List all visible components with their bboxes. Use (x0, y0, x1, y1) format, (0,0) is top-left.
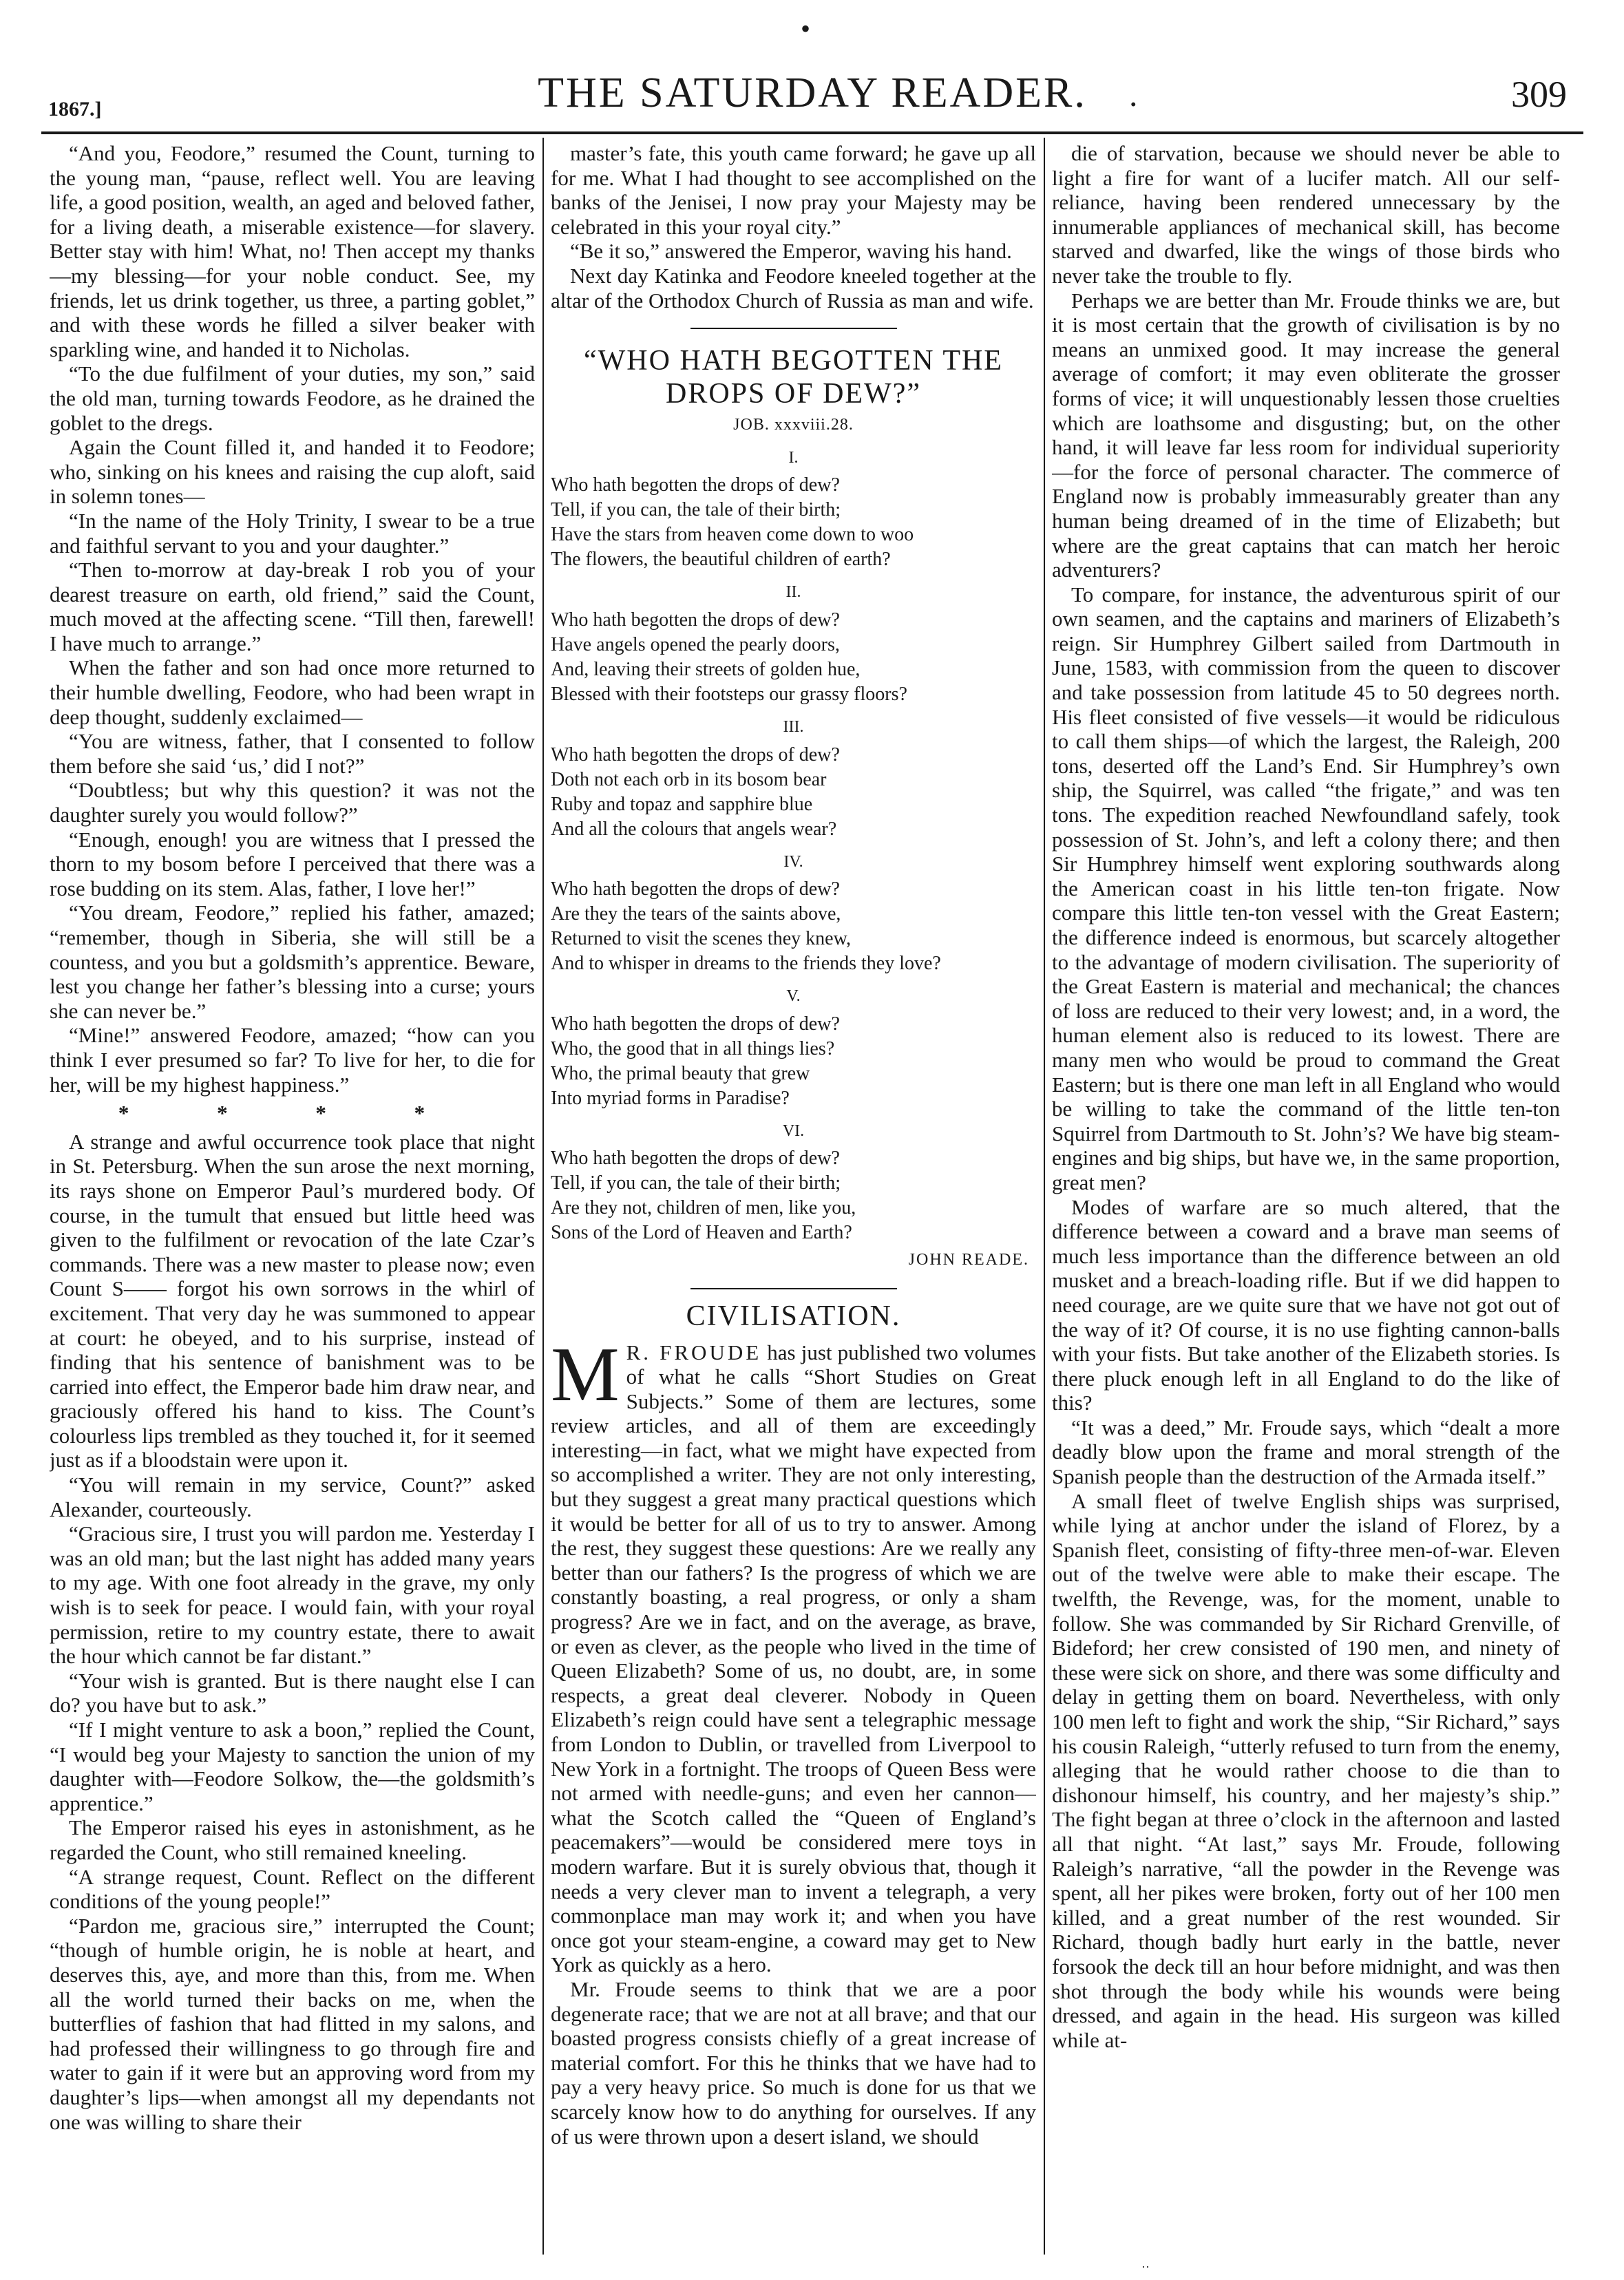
poem-line: Who hath begotten the drops of dew? (551, 878, 840, 900)
paragraph: “Enough, enough! you are witness that I pressed the thorn to my bosom before I perceived that there was a rose budding on its stem. Alas, father, I love her!” (50, 827, 535, 900)
paragraph: Again the Count filled it, and handed it to Feodore; who, sinking on his knees and raising the cup aloft, said in solemn tones— (50, 435, 535, 509)
paragraph: “Be it so,” answered the Emperor, waving his hand. (570, 239, 1012, 264)
header-dot: . (1129, 75, 1138, 114)
page-header (41, 66, 1583, 134)
paragraph: master’s fate, this youth came forward; he gave up all for me. What I had thought to see accomplished on the banks of the Jenisei, I now pray your Majesty may be celebrated in this your royal city.” (551, 141, 1036, 239)
stanza-number: V. (786, 987, 801, 1006)
paragraph: The Emperor raised his eyes in astonishment, as he regarded the Count, who still remained kneeling. (50, 1815, 535, 1864)
opening-words: R. FROUDE (626, 1340, 762, 1364)
paragraph: A small fleet of twelve English ships was surprised, while lying at anchor under the island of Florez, by a Spanish fleet, consisting of fifty-three men-of-war. Eleven out of the twelve were able to make their escape. The twelfth, the Revenge, was, for the moment, unable to follow. She was commanded by Sir Richard Grenville, of Bideford; her crew consisted of 190 men, and ninety of these were sick on shore, and there was some difficulty and delay in getting them on board. Nevertheless, with only 100 men left to fight and work the ship, “Sir Richard,” says his cousin Raleigh, “utterly refused to turn from the enemy, alleging that he would rather choose to die than to dishonour himself, his country, and her majesty’s ship.” The fight began at three o’clock in the afternoon and lasted all that night. “At last,” says Mr. Froude, following Raleigh’s narrative, “all the powder in the Revenge was spent, all her pikes were broken, forty out of her 100 men killed, and a great number of the rest wounded. Sir Richard, though badly hurt early in the battle, never forsook the deck till an hour before midnight, and was then shot through the body while his wounds were being dressed, and again in the head. His surgeon was killed while at- (1052, 1488, 1560, 2052)
paragraph: To compare, for instance, the adventurous spirit of our own seamen, and the captains and mariners of Elizabeth’s reign. Sir Humphrey Gilbert sailed from Dartmouth in June, 1583, with commission from the queen to discover and take possession from latitude 45 to 50 degrees north. His fleet consisted of five vessels—it would be ridiculous to call them ships—of which the largest, the Raleigh, 200 tons, deserted off the Land’s End. Sir Humphrey’s own ship, the Squirrel, was called “the frigate,” and was ten tons. The expedition reached Newfoundland safely, took possession of St. John’s, and left a colony there; and then Sir Humphrey himself went exploring southwards along the American coast in his little ten-ton frigate. Now compare this little ten-ton vessel with the Great Eastern; the difference indeed is enormous, but scarcely altogether to the advantage of modern civilisation. The superiority of the Great Eastern is material and mechanical; the chances of loss are reduced to their very lowest; and, in a word, the human element also is reduced to its lowest. There are many men who would be proud to command the Great Eastern; but is there one man left in all England who would be willing to take the command of the little ten-ton Squirrel from Dartmouth to St. John’s? We have big steam-engines and big ships, but have we, in the same proportion, great men? (1052, 582, 1560, 1194)
poem-line: Doth not each orb in its bosom bear (551, 768, 827, 790)
poem-author: JOHN READE. (908, 1251, 1029, 1269)
poem-line: Who, the good that in all things lies? (551, 1037, 835, 1059)
article-paragraphs (551, 1977, 1036, 2149)
stanza-number: I. (788, 448, 799, 467)
paragraph: “You are witness, father, that I consented to follow them before she said ‘us,’ did I not?” (50, 729, 535, 778)
paragraph: “Mine!” answered Feodore, amazed; “how can you think I ever presumed so far? To live for her, to die for her, will be my highest happiness.” (50, 1023, 535, 1097)
paragraph: When the father and son had once more returned to their humble dwelling, Feodore, who had been wrapt in deep thought, suddenly exclaimed— (50, 655, 535, 729)
poem-line: The flowers, the beautiful children of earth? (551, 549, 891, 571)
poem-line: Who hath begotten the drops of dew? (551, 609, 840, 631)
column-rule (1044, 138, 1045, 2255)
stanza-number: IV. (783, 852, 803, 871)
poem-line: And, leaving their streets of golden hue, (551, 658, 861, 680)
paragraph: die of starvation, because we should never be able to light a fire for want of a lucifer match. All our self-reliance, having been rendered unnecessary by the innumerable appliances of mechanical skill, has become starved and dwarfed, like the wings of those birds who never take the trouble to fly. (1052, 141, 1560, 288)
column-middle (551, 141, 1036, 2255)
paragraph: “Gracious sire, I trust you will pardon me. Yesterday I was an old man; but the last night has added many years to my age. With one foot already in the grave, my only wish is to seek for peace. I would fain, with your royal permission, retire to my country estate, there to await the hour which cannot be far distant.” (50, 1521, 535, 1669)
separator-rule (690, 1288, 897, 1289)
poem-scripture-reference: JOB. xxxviii.28. (733, 416, 854, 434)
paragraph: “Your wish is granted. But is there naught else I can do? you have but to ask.” (50, 1668, 535, 1718)
poem-body (551, 446, 1036, 1246)
top-mark: • (801, 13, 811, 44)
poem-line: Who hath begotten the drops of dew? (551, 474, 840, 496)
issue-year: 1867.] (48, 98, 102, 120)
separator-rule (690, 328, 897, 329)
page-number: 309 (1511, 74, 1567, 115)
poem-line: And to whisper in dreams to the friends they love? (551, 953, 941, 975)
paragraph: Mr. Froude seems to think that we are a poor degenerate race; that we are not at all brave; and that our boasted progress consists chiefly of a great increase of material comfort. For this he thinks that we have had to pay a very heavy price. So much is done for us that we scarcely know how to do anything for ourselves. If any of us were thrown upon a desert island, we should (551, 1976, 1036, 2149)
poem-line: Who hath begotten the drops of dew? (551, 1013, 840, 1035)
stanza-number: II. (785, 583, 801, 602)
column-left (50, 141, 535, 2255)
stanza-number: III. (783, 717, 804, 736)
paragraph: Perhaps we are better than Mr. Froude thinks we are, but it is most certain that the growth of civilisation is by no means an unmixed good. It may increase the general average of comfort; it may even obliterate the grosser forms of vice; it will unquestionably lessen those cruelties which are loathsome and disgusting; but, on the other hand, it will leave far less room for individual superiority—for the force of personal character. The commerce of England now is probably immeasurably greater than any human being dreamed of in the time of Elizabeth; but where are the great captains that can match her heroic adventurers? (1052, 288, 1560, 582)
publication-title: THE SATURDAY READER. (538, 70, 1087, 116)
poem-line: Sons of the Lord of Heaven and Earth? (551, 1222, 852, 1244)
poem-line: Blessed with their footsteps our grassy floors? (551, 683, 907, 705)
paragraph: Modes of warfare are so much altered, that the difference between a coward and a brave man seems of much less importance than the difference between an old musket and a breach-loading rifle. But if we did happen to need courage, are we quite sure that we have not got out of the way of it? Of course, it is no use fighting cannon-balls with your fists. But take another of the Elizabeth stories. Is there pluck enough left in all England to do the like of this? (1052, 1194, 1560, 1415)
stanza-number: VI. (782, 1121, 805, 1140)
article-title: CIVILISATION. (686, 1300, 901, 1332)
poem-line: Tell, if you can, the tale of their birth; (551, 1172, 841, 1194)
poem-line: Have the stars from heaven come down to woo (551, 524, 914, 546)
column-right (1052, 141, 1560, 2255)
story-continuation (50, 141, 535, 1097)
article-opening-paragraph (551, 1331, 1036, 1977)
paragraph: “If I might venture to ask a boon,” replied the Count, “I would beg your Majesty to sanction the union of my daughter with—Feodore Solkow, the—the goldsmith’s apprentice.” (50, 1718, 535, 1815)
poem-line: Who hath begotten the drops of dew? (551, 743, 840, 766)
story-continuation-part-two (50, 1130, 535, 2134)
paragraph: “A strange request, Count. Reflect on the different conditions of the young people!” (50, 1864, 535, 1914)
poem-line: And all the colours that angels wear? (551, 818, 837, 840)
paragraph: “Then to-morrow at day-break I rob you of your dearest treasure on earth, old friend,” said the Count, much moved at the affecting scene. “Till then, farewell! I have much to arrange.” (50, 558, 535, 655)
paragraph: “Pardon me, gracious sire,” interrupted the Count; “though of humble origin, he is noble at heart, and deserves this, aye, and more than this, from me. When all the world turned their backs on me, when the butterflies of fashion that had flitted in my salons, and had professed their willingness to go through fire and water to gain if it were but an approving word from my daughter’s lips—when amongst all my dependants not one was willing to share their (50, 1913, 535, 2134)
section-break-stars: * * * * (118, 1101, 467, 1126)
paragraph: Next day Katinka and Feodore kneeled together at the altar of the Orthodox Church of Russia as man and wife. (551, 263, 1036, 313)
poem-line: Are they not, children of men, like you, (551, 1197, 856, 1219)
column-rule (542, 138, 544, 2255)
paragraph: “In the name of the Holy Trinity, I swear to be a true and faithful servant to you and your daughter.” (50, 508, 535, 558)
paragraph: A strange and awful occurrence took place that night in St. Petersburg. When the sun arose the next morning, its rays shone on Emperor Paul’s murdered body. Of course, in the tumult that ensued but little heed was given to the fulfilment or revocation of the late Czar’s commands. There was a new master to please now; even Count S—— forgot his own sorrows in the whirl of excitement. That very day he was summoned to appear at court: he obeyed, and to his surprise, instead of finding that his sentence of banishment was to be carried into effect, the Emperor bade him draw near, and graciously offered his hand to kiss. The Count’s colourless lips trembled as they touched it, for it seemed just as if a bloodstain were upon it. (50, 1129, 535, 1472)
poem-line: Have angels opened the pearly doors, (551, 633, 840, 655)
poem-line: Tell, if you can, the tale of their birth; (551, 499, 841, 521)
poem-line: Ruby and topaz and sapphire blue (551, 793, 813, 815)
poem-line: Who hath begotten the drops of dew? (551, 1148, 840, 1170)
paragraph: “You dream, Feodore,” replied his father, amazed; “remember, though in Siberia, she will still be a countess, and you but a goldsmith’s apprentice. Beware, lest you change her father’s blessing into a curse; yours she can never be.” (50, 900, 535, 1023)
poem-line: Into myriad forms in Paradise? (551, 1087, 790, 1109)
paragraph: “It was a deed,” Mr. Froude says, which “dealt a more deadly blow upon the frame and moral strength of the Spanish people than the destruction of the Armada itself.” (1052, 1415, 1560, 1489)
poem-title: “WHO HATH BEGOTTEN THE DROPS OF DEW?” (584, 345, 1003, 410)
paragraph: “Doubtless; but why this question? it was not the daughter surely you would follow?” (50, 778, 535, 827)
bottom-mark: ·· (1141, 2260, 1150, 2274)
drop-cap: M (551, 1331, 620, 1417)
story-ending (551, 141, 1036, 313)
poem-line: Are they the tears of the saints above, (551, 903, 841, 925)
poem-line: Who, the primal beauty that grew (551, 1062, 810, 1084)
paragraph: “To the due fulfilment of your duties, my son,” said the old man, turning towards Feodore, as he drained the goblet to the dregs. (50, 361, 535, 435)
opening-paragraph-text: has just published two volumes of what he calls “Short Studies on Great Subjects.” Some of them are lectures, some review articles, and all of them are exceedingly interesting—in fact, what we might have expected from so accomplished a writer. They are not only interesting, but they suggest a great many practical questions which it would be better for all of us to try to answer. Among the rest, they suggest these questions: Are we really any better than our fathers? Is the progress of which we are constantly boasting, a real progress, or only a sham progress? Are we in fact, and on the average, as brave, or even as clever, as the people who lived in the time of Queen Elizabeth? Some of us, no doubt, are, in some respects, a great deal cleverer. Nobody in Queen Elizabeth’s reign could have sent a telegraphic message from London to Dublin, or travelled from Liverpool to New York in a fortnight. The troops of Queen Bess were not armed with needle-guns; and even her cannon—what the Scotch called the “Queen of England’s peacemakers”—would be considered mere toys in modern warfare. But it is surely obvious that, though it needs a very clever man to invent a telegraph, a very commonplace man may work it; and when you have once got your steam-engine, a coward may get to New York as quickly as a hero. (551, 1340, 1036, 1977)
article-continuation (1052, 141, 1560, 2052)
paragraph: “You will remain in my service, Count?” asked Alexander, courteously. (50, 1472, 535, 1521)
poem-line: Returned to visit the scenes they knew, (551, 928, 851, 950)
paragraph: “And you, Feodore,” resumed the Count, turning to the young man, “pause, reflect well. You are leaving life, a good position, wealth, an aged and beloved father, for a living death, a miserable existence—for slavery. Better stay with him! What, no! Then accept my thanks—my blessing—for your noble conduct. See, my friends, let us drink together, us three, a parting goblet,” and with these words he filled a silver beaker with sparkling wine, and handed it to Nicholas. (50, 141, 535, 361)
